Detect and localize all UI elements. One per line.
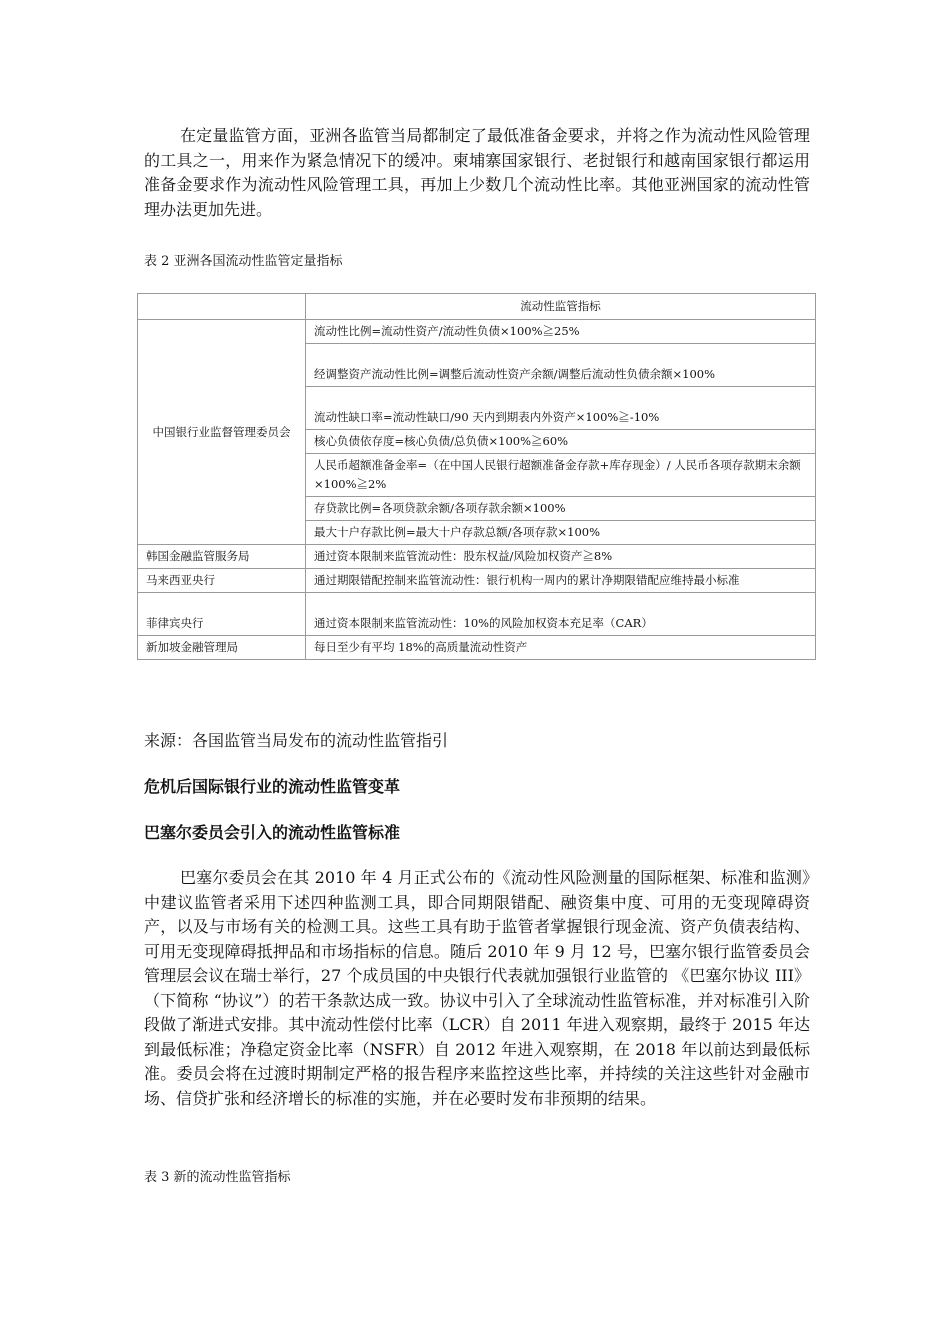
table-row [138,593,816,636]
table3-caption: 表 3 新的流动性监管指标 [144,1170,291,1185]
metric-cell: 经调整资产流动性比例=调整后流动性资产余额/调整后流动性负债余额×100% [306,344,816,387]
regulator-malaysia: 马来西亚央行 [138,569,306,593]
intro-paragraph: 在定量监管方面，亚洲各监管当局都制定了最低准备金要求，并将之作为流动性风险管理的工具之一，用来作为紧急情况下的缓冲。柬埔寨国家银行、老挝银行和越南国家银行都运用准备金要求作为流动性风险管理工具，再加上少数几个流动性比率。其他亚洲国家的流动性管理办法更加先进。 [144,126,810,219]
header-right-cell: 流动性监管指标 [306,294,816,320]
regulator-cbrc: 中国银行业监督管理委员会 [138,320,306,545]
regulator-singapore: 新加坡金融管理局 [138,636,306,660]
metric-cell: 流动性缺口率=流动性缺口/90 天内到期表内外资产×100%≧-10% [306,387,816,430]
table-source-note: 来源：各国监管当局发布的流动性监管指引 [144,731,449,750]
header-left-cell [138,294,306,320]
metric-cell: 通过资本限制来监管流动性：股东权益/风险加权资产≧8% [306,545,816,569]
basel-paragraph: 巴塞尔委员会在其 2010 年 4 月正式公布的《流动性风险测量的国际框架、标准和监测》中建议监管者采用下述四种监测工具，即合同期限错配、融资集中度、可用的无变现障碍资产，以及与市场有关的检测工具。这些工具有助于监管者掌握银行现金流、资产负债表结构、可用无变现障碍抵押品和市场指标的信息。随后 2010 年 9 月 12 号，巴塞尔银行监管委员会管理层会议在瑞士举行，27 个成员国的中央银行代表就加强银行业监管的 《巴塞尔协议 III》（下简称 “协议”）的若干条款达成一致。协议中引入了全球流动性监管标准，并对标准引入阶段做了渐进式安排。其中流动性偿付比率（LCR）自 2011 年进入观察期，最终于 2015 年达到最低标准；净稳定资金比率（NSFR）自 2012 年进入观察期，在 2018 年以前达到最低标准。委员会将在过渡时期制定严格的报告程序来监控这些比率，并持续的关注这些针对金融市场、信贷扩张和经济增长的标准的实施，并在必要时发布非预期的结果。 [144,868,810,1108]
subsection-heading: 巴塞尔委员会引入的流动性监管标准 [144,823,401,842]
regulator-philippines: 菲律宾央行 [138,593,306,636]
table-header-row [138,294,816,320]
table-row [138,569,816,593]
section-heading: 危机后国际银行业的流动性监管变革 [144,777,401,796]
table-row [138,636,816,660]
metric-cell: 存贷款比例=各项贷款余额/各项存款余额×100% [306,497,816,521]
metric-cell: 核心负债依存度=核心负债/总负债×100%≧60% [306,430,816,454]
metric-cell: 最大十户存款比例=最大十户存款总额/各项存款×100% [306,521,816,545]
metric-cell: 人民币超额准备金率=（在中国人民银行超额准备金存款+库存现金）/ 人民币各项存款期末余额×100%≧2% [306,454,816,497]
metric-cell: 通过期限错配控制来监管流动性：银行机构一周内的累计净期限错配应维持最小标准 [306,569,816,593]
metric-cell: 流动性比例=流动性资产/流动性负债×100%≧25% [306,320,816,344]
liquidity-metrics-table [137,293,816,660]
table-row [138,320,816,344]
metric-cell: 通过资本限制来监管流动性：10%的风险加权资本充足率（CAR） [306,593,816,636]
table-row [138,545,816,569]
regulator-korea: 韩国金融监管服务局 [138,545,306,569]
metric-cell: 每日至少有平均 18%的高质量流动性资产 [306,636,816,660]
table2-caption: 表 2 亚洲各国流动性监管定量指标 [144,254,343,269]
